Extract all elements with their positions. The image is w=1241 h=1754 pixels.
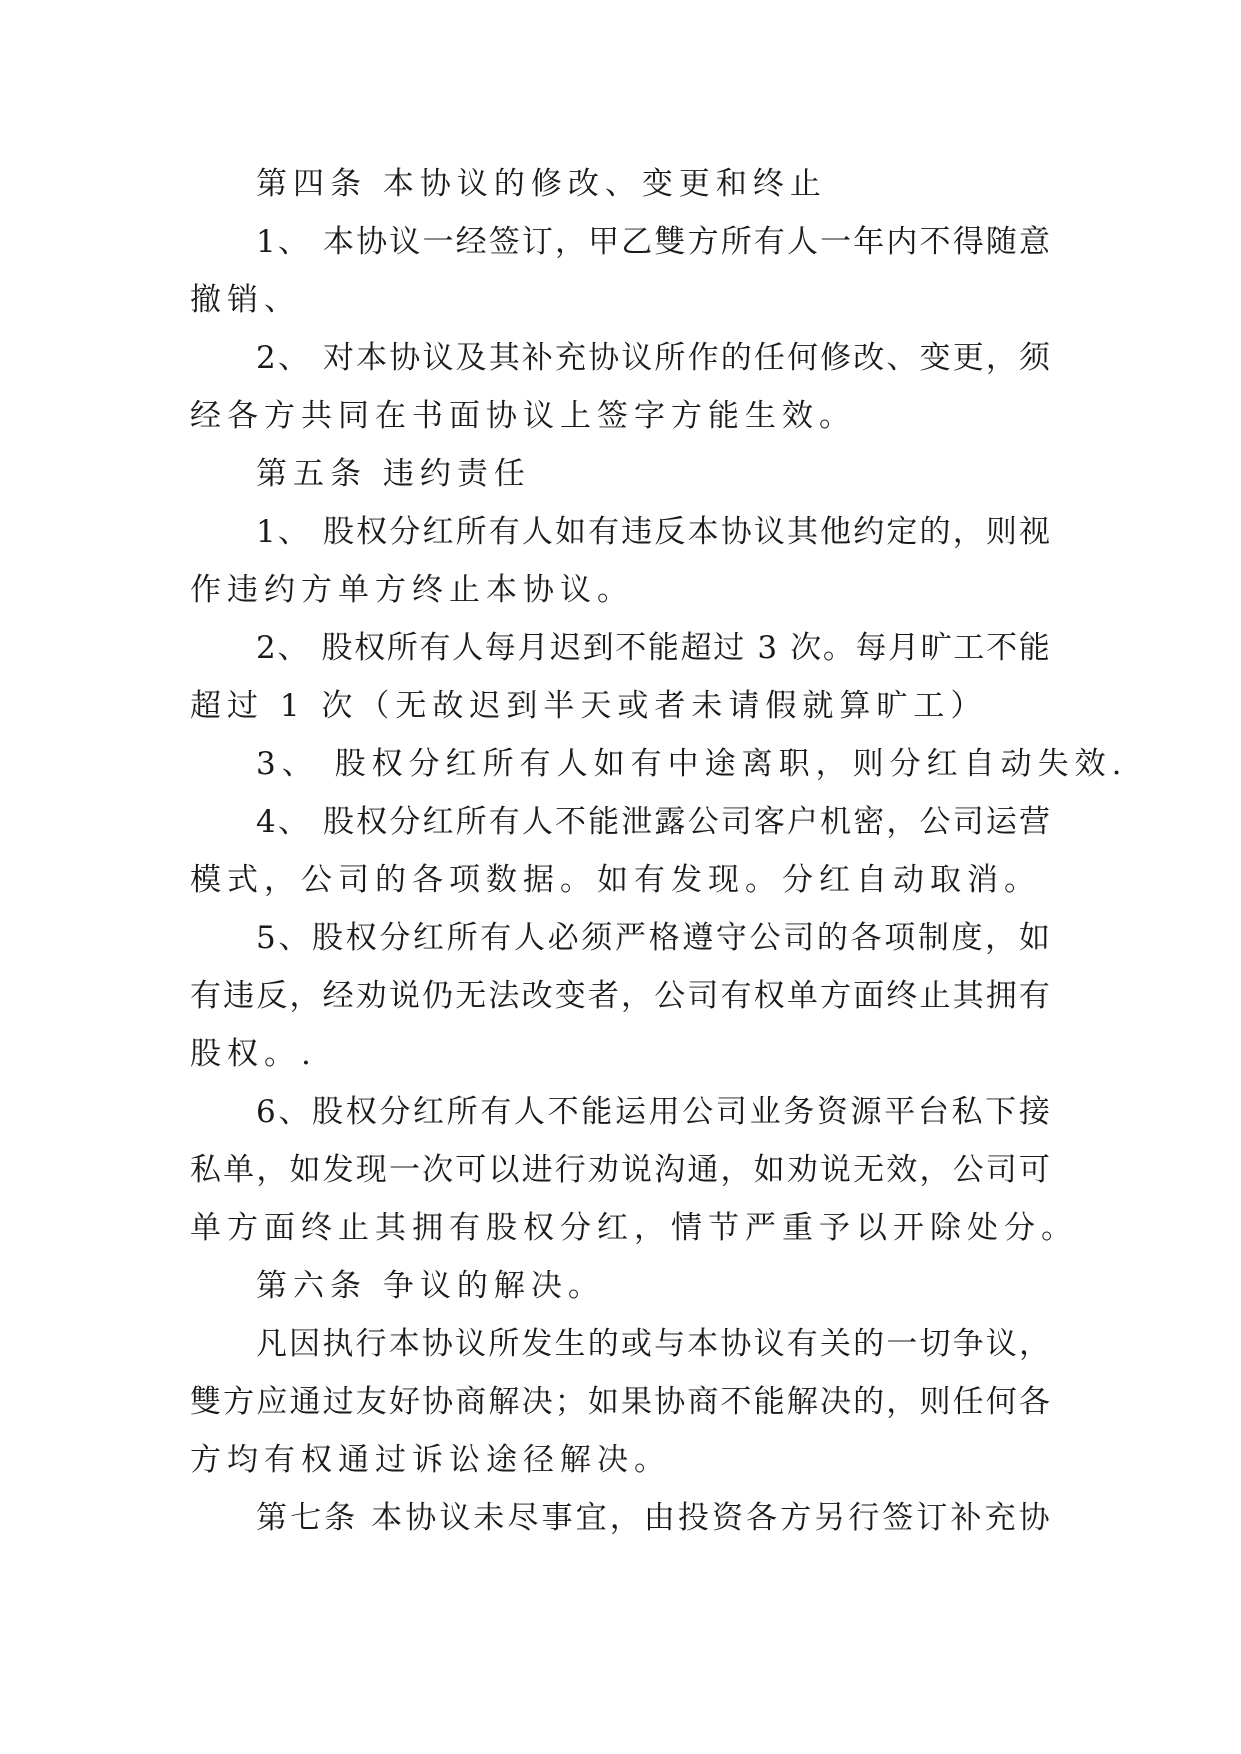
text-line: 超过 1 次（无故迟到半天或者未请假就算旷工） [190,688,988,724]
text-line: 模式，公司的各项数据。如有发现。分红自动取消。 [190,862,1041,898]
text-line: 有 违 反 ， 经 劝 说 仍 无 法 改 变 者 ， 公 司 有 权 单 方 面 终 止 其 拥 有 [190,978,1050,1014]
text-line: 经各方共同在书面协议上签字方能生效。 [190,398,856,434]
text-line: 6 、 股 权 分 红 所 有 人 不 能 运 用 公 司 业 务 资 源 平 台 私 下 接 [256,1094,1050,1130]
text-line: 第五条 违约责任 [256,456,531,492]
text-line: 3、 股权分红所有人如有中途离职，则分红自动失效. [256,746,1128,782]
text-line: 凡 因 执 行 本 协 议 所 发 生 的 或 与 本 协 议 有 关 的 一 切 争 议 ， [256,1326,1050,1362]
text-line: 5 、 股 权 分 红 所 有 人 必 须 严 格 遵 守 公 司 的 各 项 制 度 ， 如 [256,920,1050,956]
text-line: 私 单 ， 如 发 现 一 次 可 以 进 行 劝 说 沟 通 ， 如 劝 说 无 效 ， 公 司 可 [190,1152,1050,1188]
text-line: 股权。. [190,1036,317,1072]
text-line: 第 七 条 本 协 议 未 尽 事 宜 ， 由 投 资 各 方 另 行 签 订 补 充 协 [256,1500,1050,1536]
text-line: 1 、 本 协 议 一 经 签 订 ， 甲 乙 雙 方 所 有 人 一 年 内 不 得 随 意 [256,224,1050,260]
text-line: 1 、 股 权 分 红 所 有 人 如 有 违 反 本 协 议 其 他 约 定 的 ， 则 视 [256,514,1050,550]
text-line: 单方面终止其拥有股权分红，情节严重予以开除处分。 [190,1210,1078,1246]
text-line: 方均有权通过诉讼途径解决。 [190,1442,671,1478]
text-line: 4 、 股 权 分 红 所 有 人 不 能 泄 露 公 司 客 户 机 密 ， 公 司 运 营 [256,804,1050,840]
text-line: 第四条 本协议的修改、变更和终止 [256,166,827,202]
text-line: 雙 方 应 通 过 友 好 协 商 解 决 ； 如 果 协 商 不 能 解 决 的 ， 则 任 何 各 [190,1384,1050,1420]
text-line: 作违约方单方终止本协议。 [190,572,634,608]
text-line: 2 、 股 权 所 有 人 每 月 迟 到 不 能 超 过 3 次 。 每 月 旷 工 不 能 [256,630,1050,666]
text-line: 撤销、 [190,282,301,318]
text-line: 2 、 对 本 协 议 及 其 补 充 协 议 所 作 的 任 何 修 改 、 变 更 ， 须 [256,340,1050,376]
document-body [190,155,1128,1547]
text-line: 第六条 争议的解决。 [256,1268,605,1304]
